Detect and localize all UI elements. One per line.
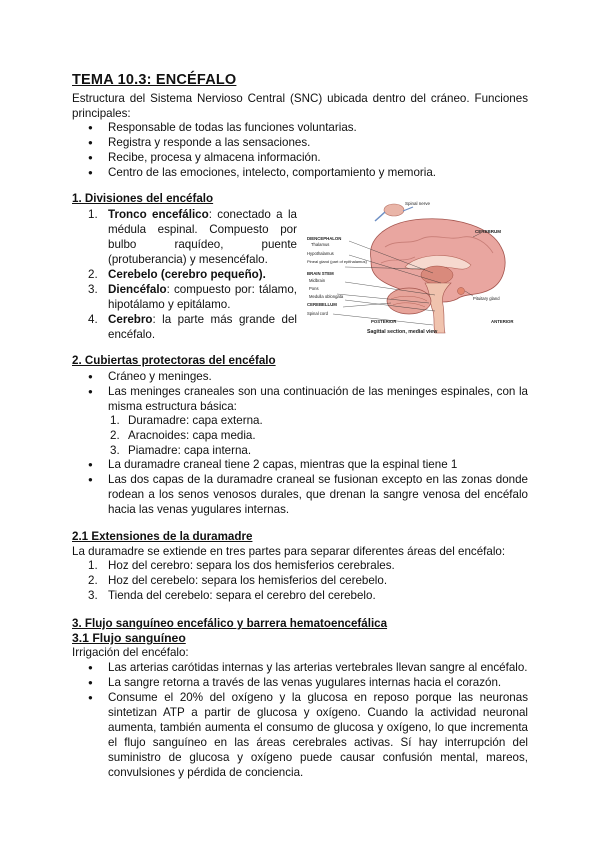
list-item: 3. Diencéfalo: compuesto por: tálamo, hipotálamo y epitálamo.: [88, 283, 297, 311]
fig-label-hypothalamus: Hypothalamus: [307, 251, 334, 256]
intro-paragraph: Estructura del Sistema Nervioso Central (SNC) ubicada dentro del cráneo. Funciones principales:: [72, 92, 528, 120]
section-heading: 3. Flujo sanguíneo encefálico y barrera hematoencefálica: [72, 617, 388, 630]
dura-extensions-list: [72, 558, 528, 603]
fig-label-spinal-cord: Spinal cord: [307, 311, 328, 316]
coverings-list-b: [72, 457, 528, 517]
list-item: ● Las meninges craneales son una continuación de las meninges espinales, con la misma estructura básica:: [72, 384, 528, 414]
brain-sagittal-figure: [305, 197, 527, 335]
fig-label-midbrain: Midbrain: [309, 278, 326, 283]
list-item: ● La sangre retorna a través de las venas yugulares internas hacia el corazón.: [72, 675, 528, 690]
list-item: 3. Tienda del cerebelo: separa el cerebro del cerebelo.: [88, 589, 376, 602]
fig-label-anterior: ANTERIOR: [491, 319, 514, 324]
list-item: ● Centro de las emociones, intelecto, comportamiento y memoria.: [72, 165, 528, 180]
list-item: ● Consume el 20% del oxígeno y la glucosa en reposo porque las neuronas sintetizan ATP a partir de glucosa y oxígeno. Cuando la actividad neuronal aumenta, también aumenta el consumo de glucosa y oxígeno, lo que incrementa el flujo sanguíneo en las áreas cerebrales activas. Sí hay interrupción del suministro de glucosa y oxígeno puede causar confusión mental, mareos, convulsiones y pérdida de conciencia.: [72, 690, 528, 780]
divisions-list: [72, 207, 297, 342]
list-item: ● Las dos capas de la duramadre craneal se fusionan excepto en las zonas donde rodean a los senos venosos durales, que drenan la sangre venosa del encéfalo hacia las venas yugulares internas.: [72, 472, 528, 517]
list-item: ● Responsable de todas las funciones voluntarias.: [72, 120, 528, 135]
meninges-layers-list: [72, 413, 528, 458]
list-item: ● Registra y responde a las sensaciones.: [72, 135, 528, 150]
list-item: 4. Cerebro: la parte más grande del encéfalo.: [88, 313, 297, 341]
list-item: 2. Cerebelo (cerebro pequeño).: [88, 268, 266, 281]
fig-label-pituitary: Pituitary gland: [473, 296, 500, 301]
fig-label-posterior: POSTERIOR: [371, 319, 397, 324]
fig-label-brain-stem: BRAIN STEM: [307, 271, 334, 276]
fig-caption: Sagittal section, medial view: [367, 329, 438, 335]
section-heading: 2. Cubiertas protectoras del encéfalo: [72, 354, 276, 367]
fig-label-thalamus: Thalamus: [311, 242, 330, 247]
list-item: 3. Piamadre: capa interna.: [110, 444, 252, 457]
fig-label-pons: Pons: [309, 286, 319, 291]
list-item: ● La duramadre craneal tiene 2 capas, mientras que la espinal tiene 1: [72, 457, 528, 472]
section-heading: 2.1 Extensiones de la duramadre: [72, 530, 253, 543]
functions-list: [72, 120, 528, 180]
list-item: 1. Duramadre: capa externa.: [110, 414, 263, 427]
fig-label-diencephalon: DIENCEPHALON: [307, 236, 342, 241]
list-item: 1. Tronco encefálico: conectado a la médula espinal. Compuesto por bulbo raquídeo, puente (protuberancia) y mesencéfalo.: [88, 208, 297, 266]
subsection-heading: 3.1 Flujo sanguíneo: [72, 631, 186, 645]
coverings-list-a: [72, 369, 528, 414]
fig-label-pineal: Pineal gland (part of epithalamus): [307, 259, 367, 264]
fig-label-cerebrum: CEREBRUM: [475, 229, 502, 234]
list-item: 1. Hoz del cerebro: separa los dos hemisferios cerebrales.: [88, 559, 395, 572]
list-item: 2. Hoz del cerebelo: separa los hemisferios del cerebelo.: [88, 574, 388, 587]
list-item: ● Cráneo y meninges.: [72, 369, 528, 384]
list-item: 2. Aracnoides: capa media.: [110, 429, 256, 442]
section-heading: 1. Divisiones del encéfalo: [72, 192, 214, 205]
spinal-nerve-icon: [375, 204, 413, 221]
thalamus-shape: [421, 266, 453, 284]
paragraph: La duramadre se extiende en tres partes para separar diferentes áreas del encéfalo:: [72, 545, 506, 558]
fig-label-cerebellum: CEREBELLUM: [307, 302, 337, 307]
paragraph: Irrigación del encéfalo:: [72, 646, 189, 659]
page-title: TEMA 10.3: ENCÉFALO: [72, 72, 237, 88]
bloodflow-list: [72, 660, 528, 780]
fig-label-spinal-nerve: Spinal nerve: [405, 201, 431, 206]
fig-label-medulla: Medulla oblongata: [309, 294, 344, 299]
list-item: ● Las arterias carótidas internas y las arterias vertebrales llevan sangre al encéfalo.: [72, 660, 528, 675]
list-item: ● Recibe, procesa y almacena información.: [72, 150, 528, 165]
